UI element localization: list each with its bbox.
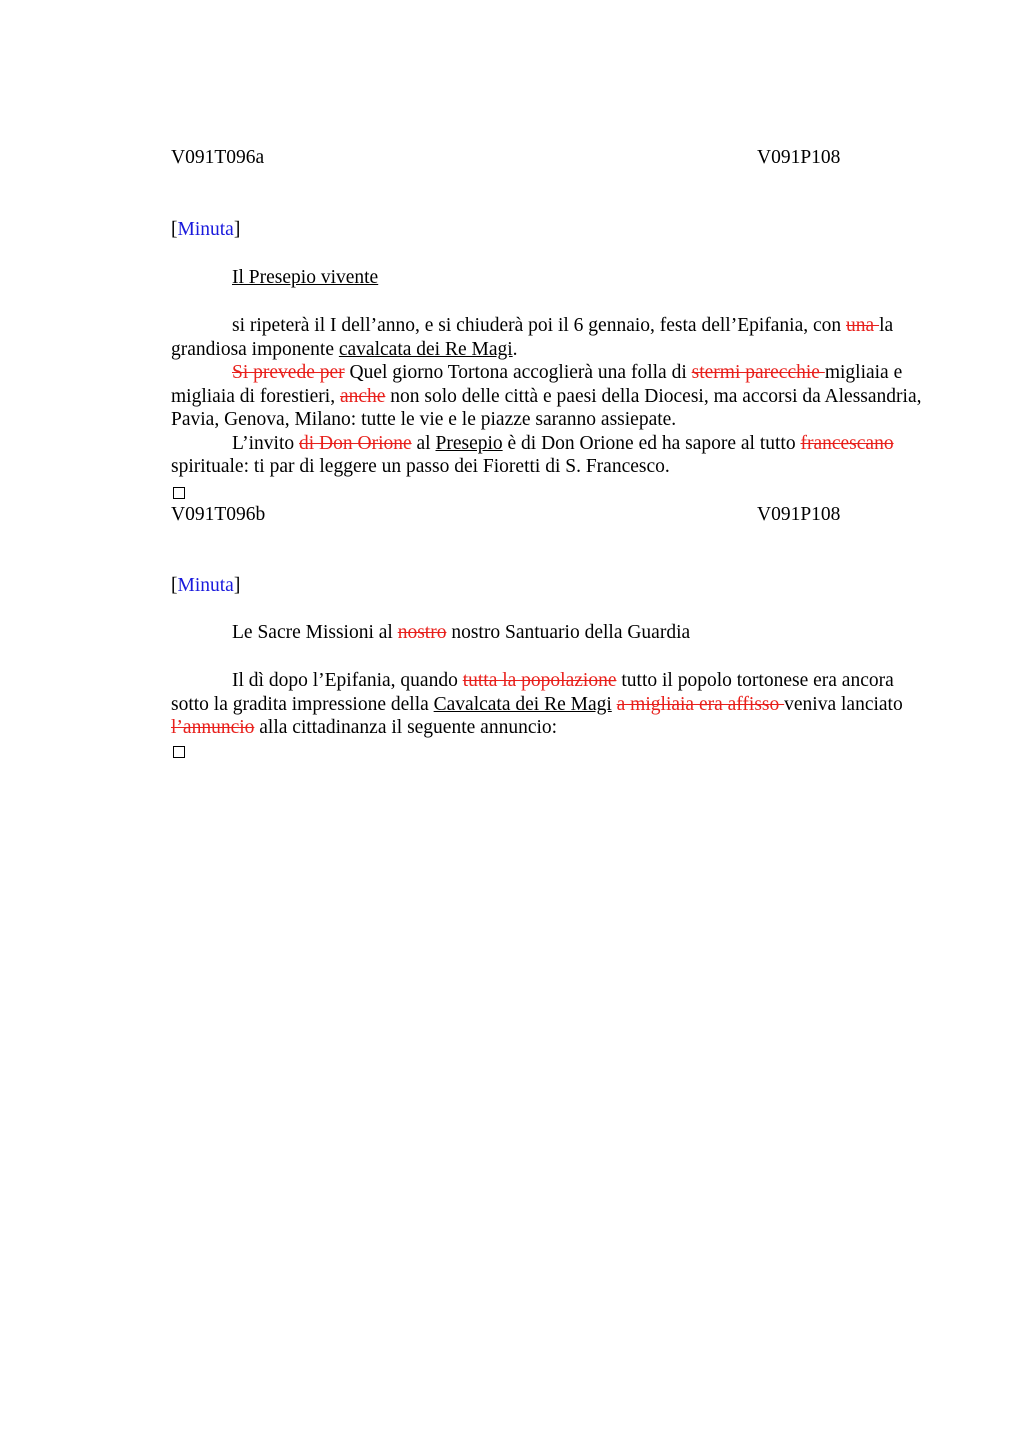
text-run: spirituale: ti par di leggere un passo dei Fioretti di S. Francesco. [171,456,670,477]
underlined-text: Cavalcata dei Re Magi [433,693,612,715]
text-run: è di Don Orione ed ha sapore al tutto [502,432,801,454]
text-run: non solo delle città e paesi della Diocesi, ma accorsi da Alessandria, Pavia, Genova, Milano: tutte le vie e le piazze saranno assiepate. [171,385,922,430]
deleted-text: anche [339,385,386,407]
deleted-text: di Don Orione [299,432,412,454]
section-body [171,669,931,740]
bracket-open: [ [171,575,178,596]
bracket-open: [ [171,219,178,240]
underlined-text: cavalcata dei Re Magi [338,338,513,360]
page-code: V091P108 [757,147,841,168]
deleted-text: l’annuncio [171,717,255,738]
end-marker-icon [173,483,185,505]
paragraph [171,314,931,361]
text-run: Le Sacre Missioni al [232,622,398,643]
text-run: Il dì dopo l’Epifania, quando [232,670,463,691]
minuta-tag: Minuta [177,219,234,240]
deleted-text: a migliaia era affisso [616,693,785,715]
text-run: la grandiosa imponente [171,315,894,360]
deleted-text: nostro [397,622,447,643]
text-run: si ripeterà il I dell’anno, e si chiuderà poi il 6 gennaio, festa dell’Epifania, con [232,315,847,336]
document-code: V091T096b [171,504,266,525]
text-run: tutto il popolo tortonese era ancora sotto la gradita impressione della [171,670,894,715]
text-run: alla cittadinanza il seguente annuncio: [254,717,558,738]
minuta-tag: Minuta [177,575,234,596]
text-run: nostro Santuario della Guardia [446,622,691,643]
paragraph [171,669,931,740]
underlined-text: Presepio [435,432,503,454]
deleted-text: stermi parecchie [691,362,825,383]
bracket-close: ] [233,219,241,240]
deleted-text: francescano [800,432,894,454]
end-marker-icon [173,742,185,764]
minuta-label [171,218,240,242]
paragraph [171,361,931,432]
deleted-text: tutta la popolazione [462,670,617,691]
minuta-label [171,574,240,598]
document-code: V091T096a [171,147,265,168]
text-run: . [512,338,518,360]
text-run: migliaia e migliaia di forestieri, [171,362,903,407]
page-code: V091P108 [757,504,841,525]
text-run: L’invito [232,432,299,454]
text-run: al [411,432,436,454]
deleted-text: una [846,315,880,336]
bracket-close: ] [233,575,241,596]
section-body [171,314,931,479]
text-run: Quel giorno Tortona accoglierà una folla di [344,362,692,383]
text-run: veniva lanciato [784,693,903,715]
section-title [232,621,690,645]
paragraph [171,432,931,479]
deleted-text: Si prevede per [232,362,345,383]
section-title: Il Presepio vivente [232,267,379,288]
